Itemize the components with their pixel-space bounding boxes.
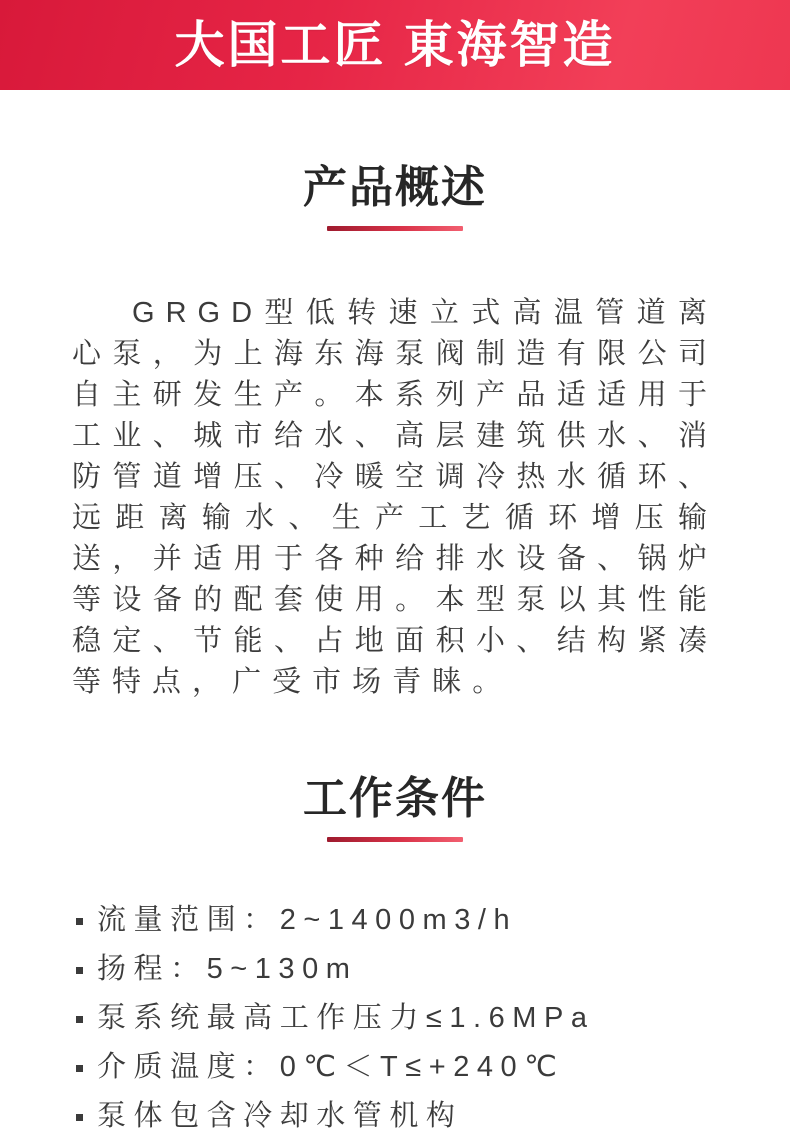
list-item — [76, 994, 730, 1043]
condition-cooling-pipe: 泵体包含冷却水管机构 — [97, 1100, 463, 1132]
conditions-list — [0, 896, 790, 1141]
bullet-icon — [76, 918, 83, 925]
overview-paragraph: GRGD型低转速立式高温管道离心泵，为上海东海泵阀制造有限公司自主研发生产。本系列产品适适用于工业、城市给水、高层建筑供水、消防管道增压、冷暖空调冷热水循环、远距离输水、生产工艺循环增压输送，并适用于各种给排水设备、锅炉等设备的配套使用。本型泵以其性能稳定、节能、占地面积小、结构紧凑等特点，广受市场青睐。 — [72, 297, 718, 698]
title-underline-divider — [327, 226, 463, 231]
condition-flow-range: 流量范围：2~1400m3/h — [97, 904, 518, 936]
working-conditions-section — [0, 774, 790, 1141]
condition-max-pressure: 泵系统最高工作压力≤1.6MPa — [97, 1002, 595, 1034]
list-item — [76, 896, 730, 945]
bullet-icon — [76, 967, 83, 974]
header-banner — [0, 0, 790, 90]
list-item — [76, 945, 730, 994]
bullet-icon — [76, 1114, 83, 1121]
list-item — [76, 1092, 730, 1141]
conditions-section-title: 工作条件 — [303, 774, 487, 823]
bullet-icon — [76, 1016, 83, 1023]
condition-medium-temperature: 介质温度：0℃＜T≤+240℃ — [97, 1051, 565, 1083]
product-overview-section — [0, 163, 790, 703]
banner-title: 大国工匠 東海智造 — [174, 17, 616, 73]
condition-head-range: 扬程：5~130m — [97, 953, 358, 985]
title-underline-divider — [327, 837, 463, 842]
overview-section-title: 产品概述 — [303, 163, 487, 212]
list-item — [76, 1043, 730, 1092]
bullet-icon — [76, 1065, 83, 1072]
